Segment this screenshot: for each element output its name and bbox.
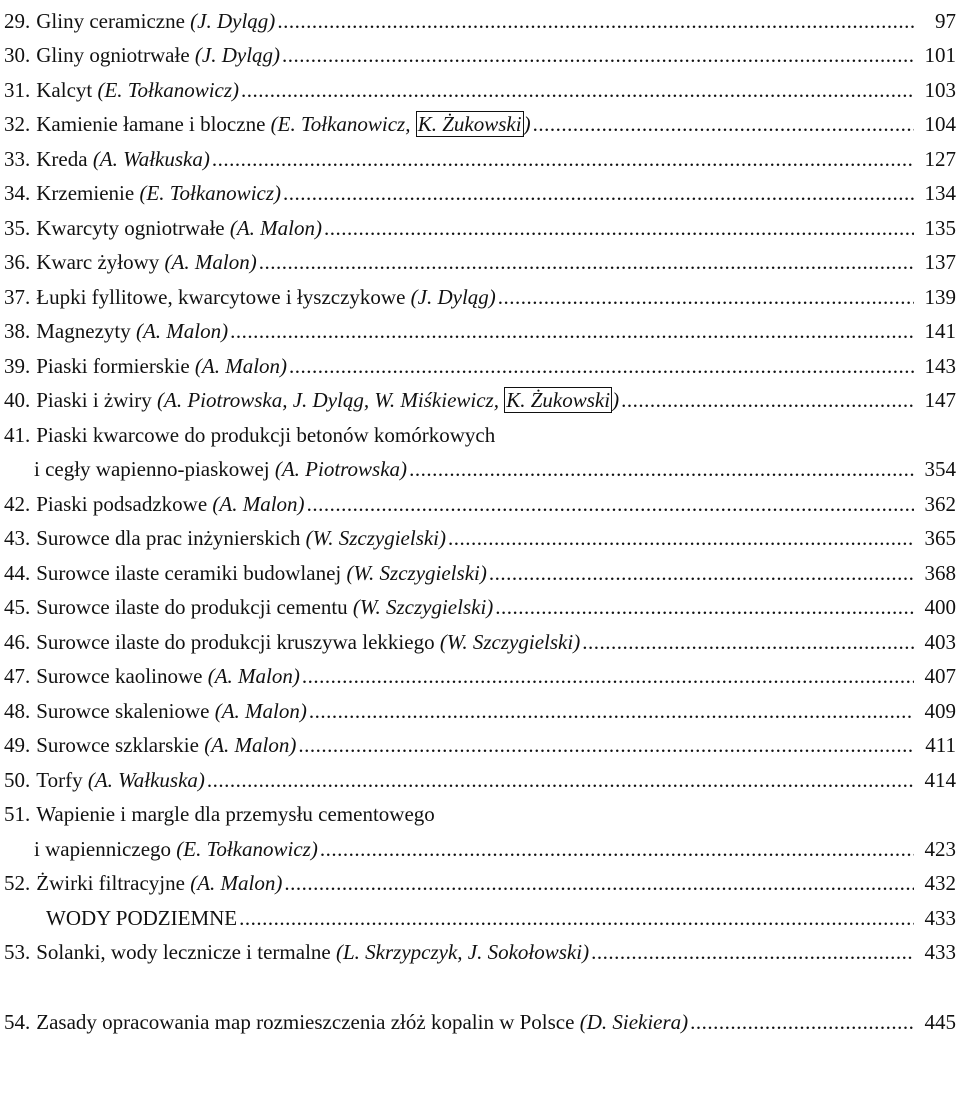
toc-entry-title-text: Solanki, wody lecznicze i termalne [36, 940, 336, 964]
toc-entry-number: 34. [4, 181, 31, 205]
toc-entry-title-text: Surowce szklarskie [36, 733, 205, 757]
toc-entry-author: (A. Wałkuska) [87, 768, 205, 792]
toc-entry-author: (E. Tołkanowicz) [139, 181, 282, 205]
dot-leader [489, 560, 914, 586]
dot-leader [448, 525, 914, 551]
toc-entry-number: 52. [4, 871, 31, 895]
toc-entry-page: 400 [924, 595, 956, 619]
toc-entry-number: 30. [4, 43, 31, 67]
dot-leader [591, 939, 914, 965]
toc-entry-title-text: Surowce ilaste do produkcji kruszywa lekkiego [36, 630, 440, 654]
toc-entry [4, 931, 956, 965]
toc-entry-title [36, 249, 256, 275]
toc-entry-page: 433 [924, 940, 956, 964]
toc-entry-title-text: Surowce kaolinowe [36, 664, 208, 688]
toc-entry-title [36, 77, 239, 103]
toc-entry-title [36, 663, 300, 689]
toc-entry [4, 241, 956, 275]
toc-entry-author-close: ) [612, 388, 620, 412]
toc-entry [4, 897, 956, 931]
toc-entry-author: (J. Dyląg) [410, 285, 496, 309]
toc-entry-title-text: Żwirki filtracyjne [36, 871, 191, 895]
toc-entry-title-text: Piaski formierskie [36, 354, 195, 378]
toc-entry-number: 49. [4, 733, 31, 757]
toc-entry-page: 403 [924, 630, 956, 654]
toc-entry-number: 45. [4, 595, 31, 619]
toc-entry-page: 101 [924, 43, 956, 67]
toc-entry-page: 104 [924, 112, 956, 136]
toc-entry [4, 655, 956, 689]
dot-leader [289, 353, 914, 379]
toc-entry-number: 39. [4, 354, 31, 378]
toc-entry-number: 48. [4, 699, 31, 723]
highlighted-author: K. Żukowski [417, 112, 522, 136]
toc-entry-page: 127 [924, 147, 956, 171]
toc-entry-title-text: Torfy [36, 768, 88, 792]
toc-entry [4, 414, 956, 448]
toc-entry-number: 32. [4, 112, 31, 136]
toc-entry-title [36, 491, 304, 517]
toc-entry-title [36, 698, 307, 724]
toc-entry-number: 53. [4, 940, 31, 964]
toc-entry-title [4, 836, 318, 862]
toc-entry [4, 69, 956, 103]
toc-entry-page: 365 [924, 526, 956, 550]
toc-entry-title [4, 905, 237, 931]
toc-entry [4, 379, 956, 413]
toc-entry [4, 621, 956, 655]
toc-entry-number: 36. [4, 250, 31, 274]
toc-entry-page: 433 [924, 906, 956, 930]
toc-entry-author: (A. Malon) [190, 871, 283, 895]
toc-entry [4, 690, 956, 724]
toc-entry-author: (J. Dyląg) [194, 43, 281, 67]
toc-entry-page: 141 [924, 319, 956, 343]
highlighted-author: K. Żukowski [506, 388, 611, 412]
toc-entry-title-text: Kamienie łamane i bloczne [36, 112, 271, 136]
toc-entry-title [36, 146, 210, 172]
toc-entry-title-text: Magnezyty [36, 319, 136, 343]
toc-entry-author: (A. Malon) [207, 664, 300, 688]
toc-entry-author: (J. Dyląg) [190, 9, 276, 33]
toc-entry [4, 759, 956, 793]
toc-entry-number: 41. [4, 423, 31, 447]
dot-leader [409, 456, 914, 482]
dot-leader [621, 387, 914, 413]
toc-entry-page: 362 [924, 492, 956, 516]
dot-leader [533, 111, 914, 137]
toc-entry [4, 0, 956, 34]
toc-entry-page: 445 [924, 1010, 956, 1034]
toc-entry-title-text: Kwarcyty ogniotrwałe [36, 216, 230, 240]
toc-entry-page: 134 [924, 181, 956, 205]
dot-leader [298, 732, 914, 758]
toc-entry-number: 46. [4, 630, 31, 654]
toc-entry-author: (A. Malon) [214, 699, 307, 723]
toc-entry-number: 35. [4, 216, 31, 240]
toc-entry-title [36, 1009, 688, 1035]
toc-entry-title [36, 422, 495, 448]
toc-entry-page: 103 [924, 78, 956, 102]
toc-entry-number: 38. [4, 319, 31, 343]
toc-entry-page: 368 [924, 561, 956, 585]
toc-entry-author: (A. Malon) [164, 250, 257, 274]
toc-entry-author: (W. Szczygielski) [305, 526, 447, 550]
dot-leader [495, 594, 914, 620]
toc-entry-title [36, 629, 580, 655]
toc-entry-author: (W. Szczygielski) [439, 630, 581, 654]
toc-entry [4, 172, 956, 206]
toc-entry-title [36, 801, 435, 827]
toc-entry-author: (A. Malon) [135, 319, 229, 343]
toc-entry-title-text: Zasady opracowania map rozmieszczenia złóż kopalin w Polsce [36, 1010, 580, 1034]
toc-entry-number: 51. [4, 802, 31, 826]
toc-entry-page: 423 [924, 837, 956, 861]
toc-entry [4, 586, 956, 620]
toc-entry-page: 432 [924, 871, 956, 895]
toc-entry-author: (W. Szczygielski) [346, 561, 487, 585]
dot-leader [212, 146, 914, 172]
dot-leader [230, 318, 914, 344]
dot-leader [277, 8, 914, 34]
toc-entry-page: 135 [924, 216, 956, 240]
toc-entry [4, 1001, 956, 1035]
toc-entry [4, 276, 956, 310]
toc-entry-title [36, 353, 287, 379]
toc-entry-author: (W. Szczygielski) [352, 595, 494, 619]
toc-entry-page: 354 [924, 457, 956, 481]
toc-entry-title-text: Kalcyt [36, 78, 98, 102]
toc-entry-page: 139 [924, 285, 956, 309]
toc-entry-author: (A. Piotrowska, J. Dyląg, W. Miśkiewicz, [157, 388, 505, 412]
dot-leader [309, 698, 914, 724]
toc-entry-number: 37. [4, 285, 31, 309]
toc-entry-author: (A. Malon) [212, 492, 305, 516]
dot-leader [302, 663, 914, 689]
toc-entry-title [36, 870, 282, 896]
toc-entry [4, 793, 956, 827]
toc-entry-number: 54. [4, 1010, 31, 1034]
toc-entry [4, 552, 956, 586]
toc-entry-author: (A. Wałkuska) [92, 147, 210, 171]
toc-entry [4, 345, 956, 379]
toc-entry-author: (D. Siekiera) [579, 1010, 689, 1034]
toc-entry-title [4, 456, 407, 482]
toc-entry [4, 517, 956, 551]
toc-entry-title [36, 318, 228, 344]
toc-entry-title-text: Łupki fyllitowe, kwarcytowe i łyszczykowe [36, 285, 411, 309]
toc-entry-title-text: Surowce skaleniowe [36, 699, 215, 723]
toc-entry-title-text: Surowce dla prac inżynierskich [36, 526, 306, 550]
toc-entry-title [36, 8, 275, 34]
dot-leader [239, 905, 914, 931]
toc-entry-page: 411 [925, 733, 956, 757]
dot-leader [207, 767, 914, 793]
toc-entry-title-text: Surowce ilaste do produkcji cementu [36, 595, 353, 619]
dot-leader [282, 42, 914, 68]
toc-entry-author: (A. Malon) [204, 733, 297, 757]
dot-leader [283, 180, 914, 206]
toc-entry-title-text: Gliny ogniotrwałe [36, 43, 195, 67]
toc-entry-title [36, 387, 619, 413]
toc-entry-title-text: Piaski kwarcowe do produkcji betonów komórkowych [36, 423, 496, 447]
toc-entry [4, 207, 956, 241]
toc-entry-author: (A. Malon) [194, 354, 288, 378]
toc-entry-page: 147 [924, 388, 956, 412]
dot-leader [498, 284, 914, 310]
toc-entry-title [36, 284, 496, 310]
toc-entry-title-text: i wapienniczego [34, 837, 177, 861]
toc-entry-page: 409 [924, 699, 956, 723]
toc-entry-author: (E. Tołkanowicz, [270, 112, 416, 136]
toc-entry-author: (A. Malon) [229, 216, 323, 240]
toc-entry-title [36, 939, 589, 965]
toc-entry-title-text: WODY PODZIEMNE [46, 906, 238, 930]
toc-entry-author: (L. Skrzypczyk, J. Sokołowski) [335, 940, 590, 964]
toc-entry-title [36, 42, 280, 68]
toc-entry-title [36, 111, 530, 137]
toc-entry-author-close: ) [523, 112, 531, 136]
toc-entry-page: 414 [924, 768, 956, 792]
toc-entry-number: 29. [4, 9, 31, 33]
toc-entry-title [36, 560, 487, 586]
dot-leader [690, 1009, 914, 1035]
toc-entry [4, 448, 956, 482]
toc-entry [4, 310, 956, 344]
toc-entry-number: 33. [4, 147, 31, 171]
toc-entry-number: 47. [4, 664, 31, 688]
toc-entry-number: 44. [4, 561, 31, 585]
toc-entry-title-text: Kwarc żyłowy [36, 250, 165, 274]
toc-entry [4, 828, 956, 862]
toc-entry-number: 40. [4, 388, 31, 412]
toc-entry-title-text: i cegły wapienno-piaskowej [34, 457, 275, 481]
dot-leader [241, 77, 914, 103]
toc-entry-page: 97 [935, 9, 956, 33]
toc-entry [4, 103, 956, 137]
dot-leader [320, 836, 914, 862]
toc-entry-author: (E. Tołkanowicz) [176, 837, 318, 861]
dot-leader [324, 215, 914, 241]
toc-entry-title [36, 525, 446, 551]
toc-entry-title-text: Piaski i żwiry [36, 388, 157, 412]
toc-entry-number: 42. [4, 492, 31, 516]
toc-entry-title-text: Kreda [36, 147, 93, 171]
toc-entry-title-text: Gliny ceramiczne [36, 9, 191, 33]
dot-leader [582, 629, 914, 655]
toc-entry-number: 31. [4, 78, 31, 102]
toc-entry-author: (A. Piotrowska) [274, 457, 408, 481]
toc-entry-title [36, 732, 296, 758]
toc-entry [4, 862, 956, 896]
toc-entry-title [36, 180, 281, 206]
toc-entry-title [36, 215, 322, 241]
toc-entry [4, 34, 956, 68]
toc-entry [4, 483, 956, 517]
toc-entry-author: (E. Tołkanowicz) [97, 78, 240, 102]
toc-entry-title-text: Surowce ilaste ceramiki budowlanej [36, 561, 347, 585]
dot-leader [284, 870, 914, 896]
toc-entry-page: 137 [924, 250, 956, 274]
toc-entry [4, 138, 956, 172]
toc-entry-title [36, 767, 205, 793]
toc-entry-page: 143 [924, 354, 956, 378]
toc-entry-page: 407 [924, 664, 956, 688]
toc-entry [4, 724, 956, 758]
dot-leader [259, 249, 914, 275]
toc-entry-title-text: Wapienie i margle dla przemysłu cementowego [36, 802, 435, 826]
toc-entry-title-text: Piaski podsadzkowe [36, 492, 213, 516]
toc-entry-title [36, 594, 493, 620]
toc-entry-title-text: Krzemienie [36, 181, 140, 205]
toc-entry-number: 50. [4, 768, 31, 792]
toc-entry-number: 43. [4, 526, 31, 550]
dot-leader [307, 491, 914, 517]
